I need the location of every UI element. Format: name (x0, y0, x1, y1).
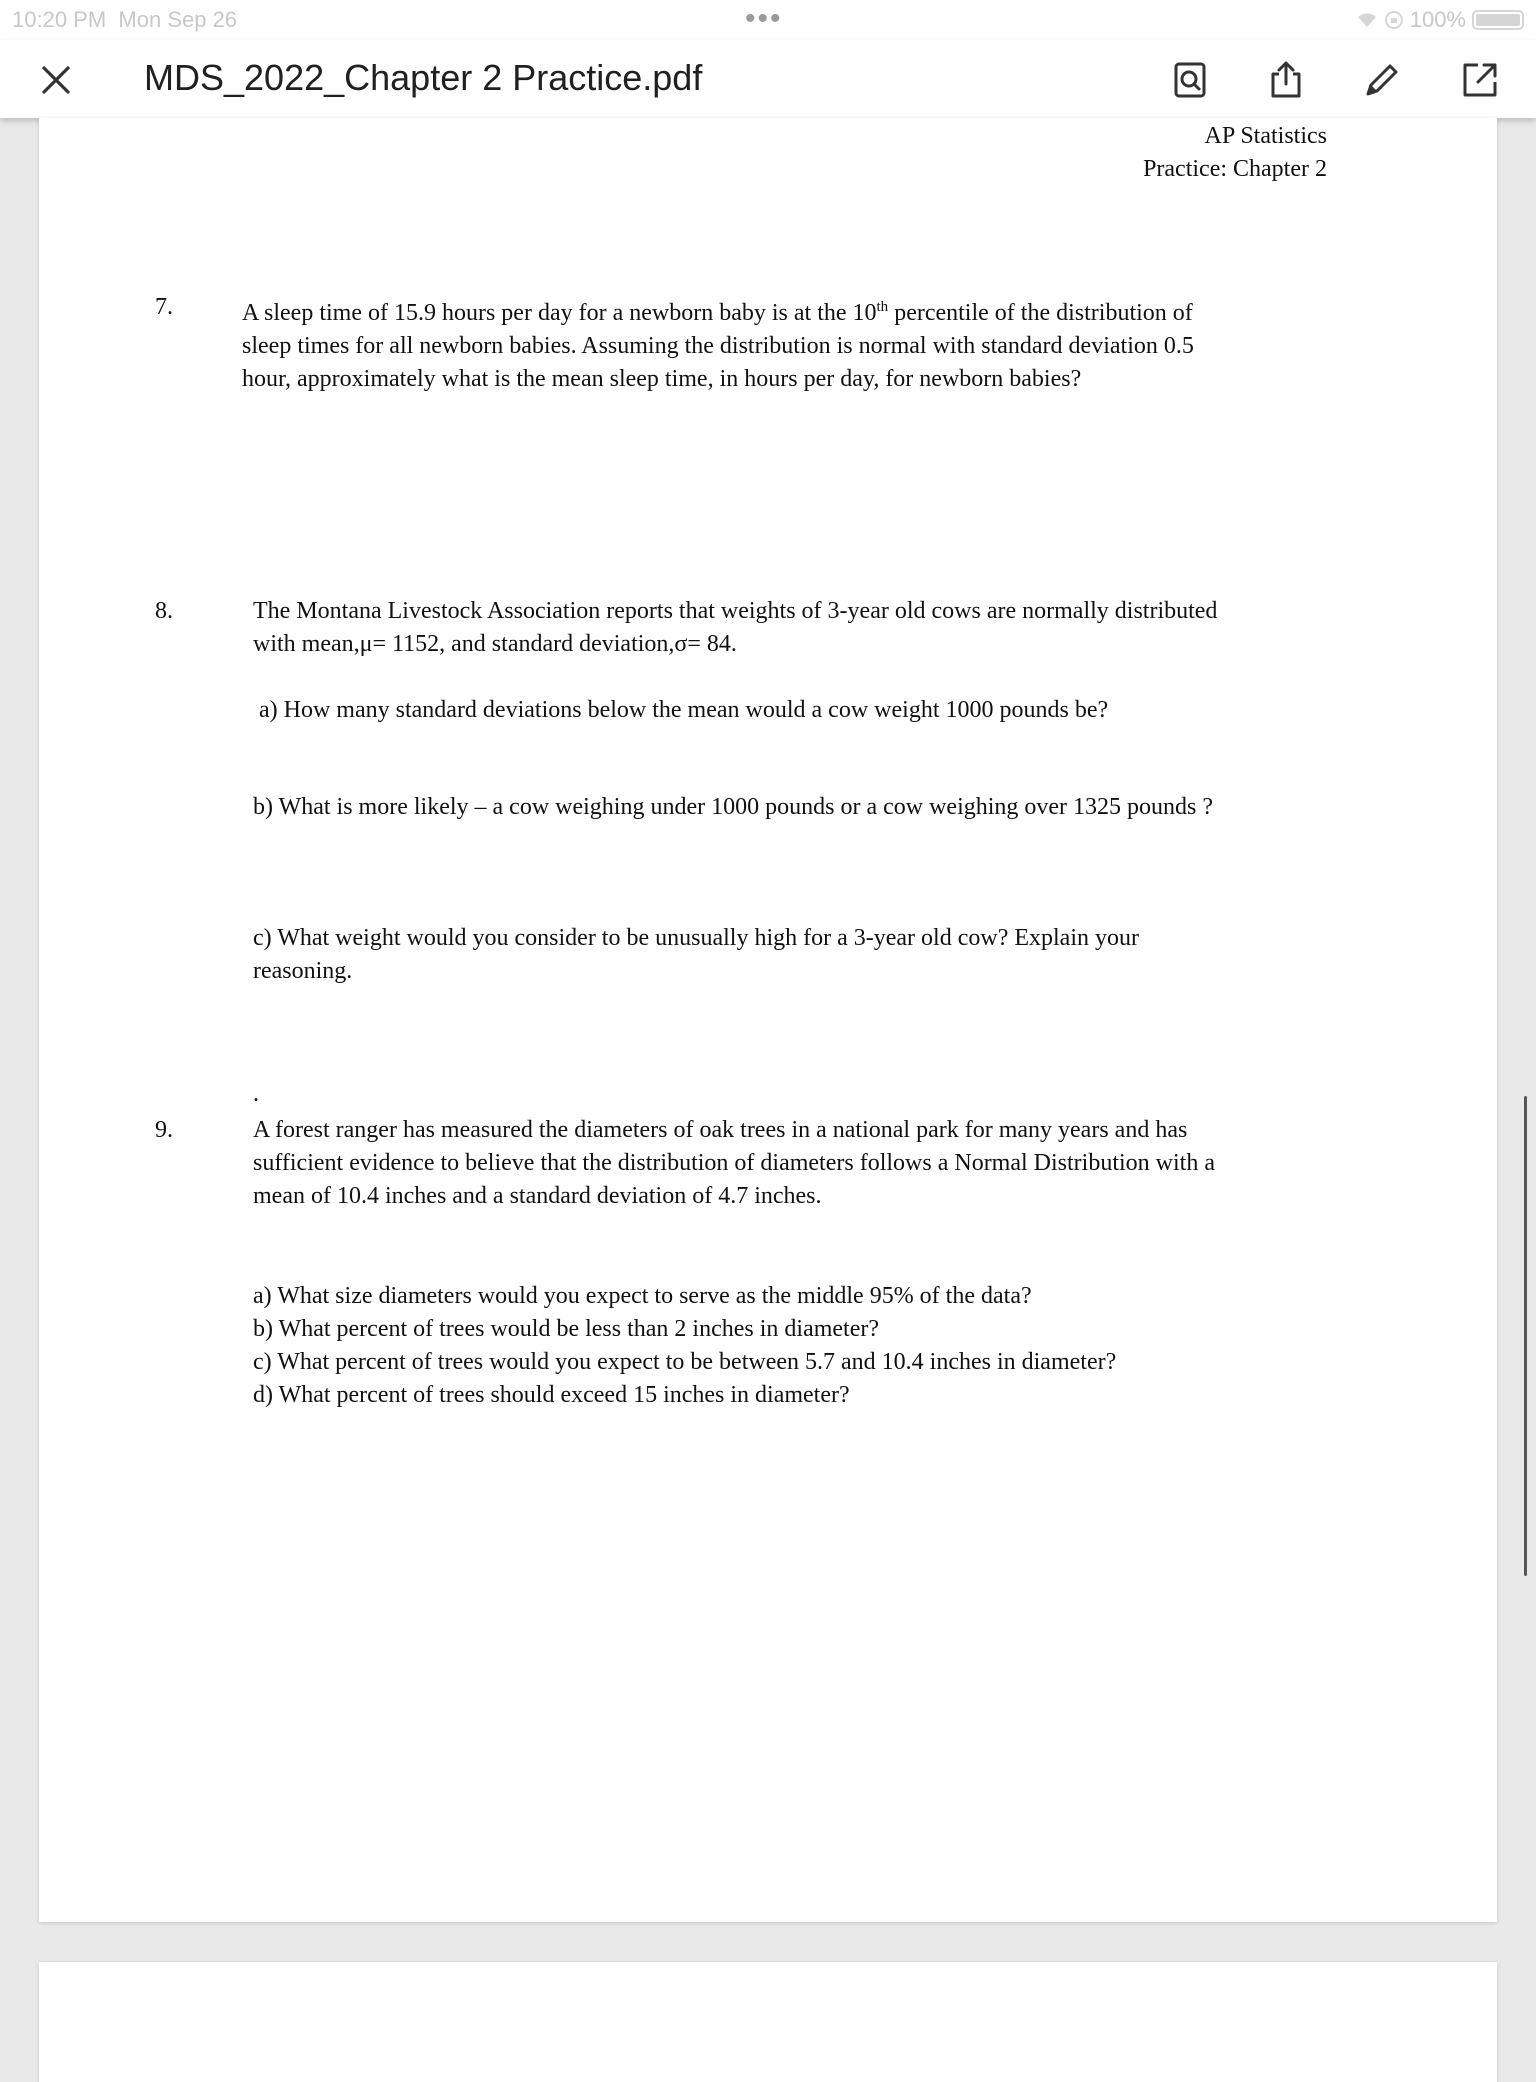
search-document-button[interactable] (1168, 58, 1212, 102)
question-9-line-1: A forest ranger has measured the diameters of oak trees in a national park for many years and has (253, 1117, 1188, 1143)
question-9-parts (253, 1280, 1373, 1412)
question-9-text (253, 1114, 1373, 1213)
question-8c (253, 922, 1373, 988)
open-in-new-button[interactable] (1458, 58, 1502, 102)
scrollbar[interactable] (1524, 1096, 1527, 1576)
search-document-icon (1168, 58, 1212, 102)
stray-dot: . (253, 1081, 259, 1107)
pdf-page[interactable] (39, 118, 1497, 1922)
question-8b: b) What is more likely – a cow weighing under 1000 pounds or a cow weighing over 1325 pounds ? (253, 794, 1214, 820)
viewer-toolbar (0, 40, 1536, 118)
pencil-icon (1360, 58, 1404, 102)
wifi-icon (1356, 11, 1378, 29)
question-9d: d) What percent of trees should exceed 15 inches in diameter? (253, 1382, 850, 1408)
edit-button[interactable] (1360, 58, 1404, 102)
question-7-text (242, 291, 1392, 396)
status-right (1356, 7, 1524, 33)
share-button[interactable] (1264, 58, 1308, 102)
close-button[interactable] (34, 58, 78, 102)
question-7-line-1: A sleep time of 15.9 hours per day for a newborn baby is at the 10th percentile of the distribution of (242, 299, 1193, 326)
question-9-line-3: mean of 10.4 inches and a standard deviation of 4.7 inches. (253, 1183, 822, 1209)
close-icon (34, 58, 78, 102)
status-bar (0, 0, 1536, 40)
open-external-icon (1458, 58, 1502, 102)
pdf-page-next[interactable] (39, 1962, 1497, 2082)
question-9a: a) What size diameters would you expect to serve as the middle 95% of the data? (253, 1283, 1032, 1309)
question-9c: c) What percent of trees would you expect to be between 5.7 and 10.4 inches in diameter? (253, 1349, 1117, 1375)
page-header (1143, 120, 1327, 186)
orientation-lock-icon (1384, 10, 1404, 30)
page-subtitle: Practice: Chapter 2 (1143, 156, 1327, 182)
course-name: AP Statistics (1204, 123, 1327, 149)
multitasking-dots[interactable]: ••• (745, 2, 783, 35)
question-8a: a) How many standard deviations below the mean would a cow weight 1000 pounds be? (259, 697, 1109, 723)
question-7-line-3: hour, approximately what is the mean sleep time, in hours per day, for newborn babies? (242, 366, 1082, 392)
question-8-line-1: The Montana Livestock Association reports that weights of 3-year old cows are normally distributed (253, 598, 1218, 624)
status-date: Mon Sep 26 (118, 7, 238, 32)
document-title: MDS_2022_Chapter 2 Practice.pdf (144, 57, 703, 98)
share-icon (1264, 58, 1308, 102)
question-8-text (253, 595, 1373, 661)
question-8-number: 8. (155, 598, 173, 624)
question-8-line-2: with mean,μ= 1152, and standard deviation,σ= 84. (253, 631, 737, 657)
question-9-number: 9. (155, 1117, 173, 1143)
battery-icon (1472, 10, 1524, 30)
status-time: 10:20 PM (12, 7, 107, 32)
status-time-date (12, 7, 237, 33)
question-8c-line-1: c) What weight would you consider to be unusually high for a 3-year old cow? Explain your (253, 925, 1139, 951)
question-7-line-2: sleep times for all newborn babies. Assuming the distribution is normal with standard deviation 0.5 (242, 333, 1194, 359)
question-9-line-2: sufficient evidence to believe that the distribution of diameters follows a Normal Distribution with a (253, 1150, 1215, 1176)
question-8c-line-2: reasoning. (253, 958, 353, 984)
question-9b: b) What percent of trees would be less than 2 inches in diameter? (253, 1316, 880, 1342)
battery-percent: 100% (1409, 7, 1466, 32)
question-7-number: 7. (155, 294, 173, 320)
